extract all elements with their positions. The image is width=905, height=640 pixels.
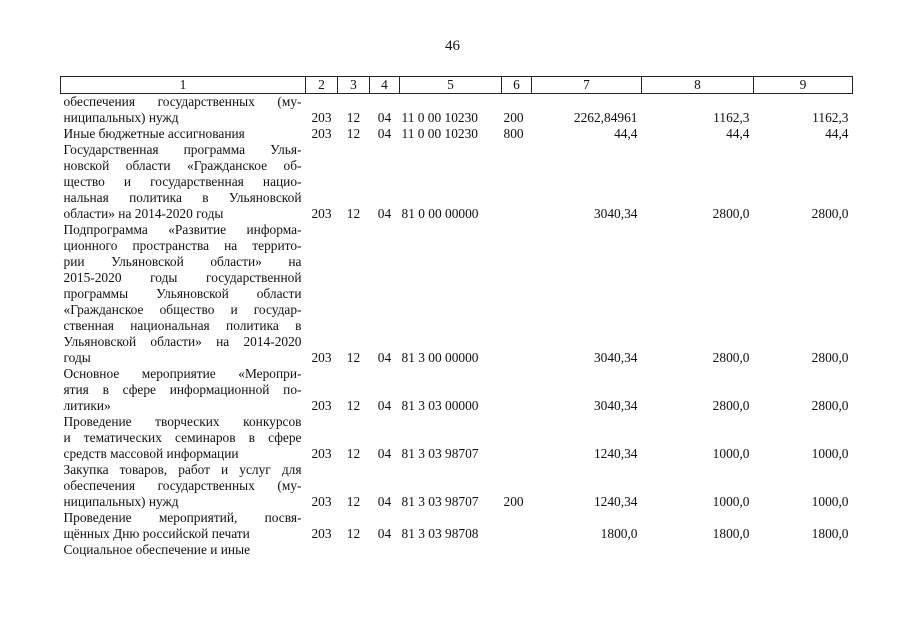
budget-table	[60, 76, 853, 558]
table-row	[61, 542, 853, 558]
cell-expense-type: 800	[503, 126, 524, 141]
cell-target-article: 81 3 00 00000	[401, 350, 479, 365]
cell-amount-col7: 1800,0	[600, 526, 638, 541]
cell-section	[306, 542, 338, 558]
cell-subsection-2: 04	[377, 494, 392, 509]
cell-subsection: 12	[346, 126, 361, 141]
cell-expense-type	[502, 414, 532, 462]
item-name-line: программы Ульяновской области	[63, 286, 302, 301]
cell-item-name	[61, 94, 306, 127]
cell-subsection-2	[370, 542, 400, 558]
item-name-line: ниципальных) нужд	[63, 494, 179, 509]
cell-target-article: 81 3 03 98707	[401, 494, 479, 509]
item-name-line: обеспечения государственных (му-	[63, 94, 302, 109]
cell-amount-col9: 1000,0	[811, 446, 849, 461]
cell-item-name	[61, 414, 306, 462]
item-name-line: литики»	[63, 398, 111, 413]
table-row	[61, 94, 853, 127]
cell-amount-col9: 2800,0	[811, 398, 849, 413]
cell-expense-type	[502, 222, 532, 366]
item-name-line: 2015-2020 годы государственной	[63, 270, 302, 285]
cell-amount-col7: 3040,34	[593, 206, 638, 221]
cell-amount-col7	[532, 542, 642, 558]
item-name-line: Подпрограмма «Развитие информа-	[63, 222, 302, 237]
cell-section: 203	[311, 206, 332, 221]
cell-item-name	[61, 126, 306, 142]
header-col-2: 2	[306, 77, 338, 94]
cell-amount-col9: 1000,0	[811, 494, 849, 509]
item-name-line: щённых Дню российской печати	[63, 526, 250, 541]
item-name-line: новской области «Гражданское об-	[63, 158, 302, 173]
cell-amount-col7: 2262,84961	[573, 110, 638, 125]
cell-expense-type: 200	[503, 110, 524, 125]
item-name-line: щество и государственная нацио-	[63, 174, 302, 189]
cell-amount-col9: 1800,0	[811, 526, 849, 541]
item-name-line: области» на 2014-2020 годы	[63, 206, 224, 221]
table-row	[61, 366, 853, 414]
cell-section: 203	[311, 494, 332, 509]
cell-amount-col8: 1000,0	[712, 446, 750, 461]
cell-amount-col9: 2800,0	[811, 206, 849, 221]
item-name-line: Иные бюджетные ассигнования	[63, 126, 245, 141]
cell-amount-col7: 44,4	[614, 126, 638, 141]
table-header	[61, 77, 853, 94]
cell-amount-col8: 1800,0	[712, 526, 750, 541]
item-name-line: Основное мероприятие «Меропри-	[63, 366, 302, 381]
cell-section: 203	[311, 526, 332, 541]
cell-section: 203	[311, 350, 332, 365]
cell-subsection-2: 04	[377, 110, 392, 125]
item-name-line: Проведение мероприятий, посвя-	[63, 510, 302, 525]
item-name-line: Государственная программа Улья-	[63, 142, 302, 157]
item-name-line: ниципальных) нужд	[63, 110, 179, 125]
cell-section: 203	[311, 398, 332, 413]
cell-amount-col8: 1000,0	[712, 494, 750, 509]
cell-item-name	[61, 542, 306, 558]
cell-item-name	[61, 142, 306, 222]
cell-target-article: 11 0 00 10230	[401, 110, 478, 125]
cell-amount-col7: 3040,34	[593, 398, 638, 413]
table-row	[61, 510, 853, 542]
header-col-8: 8	[642, 77, 754, 94]
item-name-line: Закупка товаров, работ и услуг для	[63, 462, 302, 477]
item-name-line: ционного пространства на террито-	[63, 238, 302, 253]
cell-expense-type	[502, 366, 532, 414]
item-name-line: ственная национальная политика в	[63, 318, 302, 333]
item-name-line: нальная политика в Ульяновской	[63, 190, 302, 205]
cell-section: 203	[311, 446, 332, 461]
cell-expense-type	[502, 542, 532, 558]
header-row	[61, 77, 853, 94]
cell-target-article: 81 3 03 98707	[401, 446, 479, 461]
cell-subsection-2: 04	[377, 126, 392, 141]
item-name-line: Ульяновской области» на 2014-2020	[63, 334, 302, 349]
cell-section: 203	[311, 110, 332, 125]
page-number: 46	[445, 38, 460, 54]
header-col-5: 5	[400, 77, 502, 94]
cell-amount-col8: 2800,0	[712, 398, 750, 413]
cell-item-name	[61, 510, 306, 542]
header-col-9: 9	[754, 77, 853, 94]
cell-item-name	[61, 222, 306, 366]
table-row	[61, 414, 853, 462]
cell-amount-col9	[754, 542, 853, 558]
cell-amount-col8: 2800,0	[712, 206, 750, 221]
cell-subsection: 12	[346, 206, 361, 221]
cell-expense-type: 200	[503, 494, 524, 509]
cell-subsection-2: 04	[377, 206, 392, 221]
cell-subsection-2: 04	[377, 398, 392, 413]
cell-item-name	[61, 462, 306, 510]
cell-amount-col8: 44,4	[726, 126, 750, 141]
header-col-1: 1	[61, 77, 306, 94]
item-name-line: ятия в сфере информационной по-	[63, 382, 302, 397]
cell-target-article: 11 0 00 10230	[401, 126, 478, 141]
cell-target-article: 81 3 03 00000	[401, 398, 479, 413]
table-row	[61, 222, 853, 366]
table-body	[61, 94, 853, 559]
cell-subsection	[338, 542, 370, 558]
cell-item-name	[61, 366, 306, 414]
cell-amount-col7: 1240,34	[593, 494, 638, 509]
cell-subsection: 12	[346, 526, 361, 541]
cell-target-article	[400, 542, 502, 558]
cell-amount-col8	[642, 542, 754, 558]
cell-expense-type	[502, 142, 532, 222]
cell-subsection: 12	[346, 398, 361, 413]
item-name-line: обеспечения государственных (му-	[63, 478, 302, 493]
cell-subsection: 12	[346, 110, 361, 125]
item-name-line: и тематических семинаров в сфере	[63, 430, 302, 445]
cell-amount-col8: 1162,3	[713, 110, 750, 125]
item-name-line: «Гражданское общество и государ-	[63, 302, 302, 317]
cell-subsection: 12	[346, 446, 361, 461]
item-name-line: Проведение творческих конкурсов	[63, 414, 302, 429]
item-name-line: средств массовой информации	[63, 446, 239, 461]
cell-amount-col7: 3040,34	[593, 350, 638, 365]
header-col-6: 6	[502, 77, 532, 94]
item-name-line: годы	[63, 350, 91, 365]
cell-expense-type	[502, 510, 532, 542]
cell-amount-col8: 2800,0	[712, 350, 750, 365]
table-row	[61, 462, 853, 510]
item-name-line: Социальное обеспечение и иные	[63, 542, 251, 557]
cell-subsection-2: 04	[377, 446, 392, 461]
cell-subsection: 12	[346, 494, 361, 509]
cell-target-article: 81 3 03 98708	[401, 526, 479, 541]
table-row	[61, 126, 853, 142]
cell-subsection-2: 04	[377, 526, 392, 541]
header-col-7: 7	[532, 77, 642, 94]
header-col-4: 4	[370, 77, 400, 94]
cell-subsection: 12	[346, 350, 361, 365]
header-col-3: 3	[338, 77, 370, 94]
cell-amount-col9: 1162,3	[812, 110, 849, 125]
cell-section: 203	[311, 126, 332, 141]
cell-amount-col7: 1240,34	[593, 446, 638, 461]
cell-amount-col9: 44,4	[825, 126, 849, 141]
cell-subsection-2: 04	[377, 350, 392, 365]
cell-target-article: 81 0 00 00000	[401, 206, 479, 221]
table-row	[61, 142, 853, 222]
item-name-line: рии Ульяновской области» на	[63, 254, 302, 269]
cell-amount-col9: 2800,0	[811, 350, 849, 365]
